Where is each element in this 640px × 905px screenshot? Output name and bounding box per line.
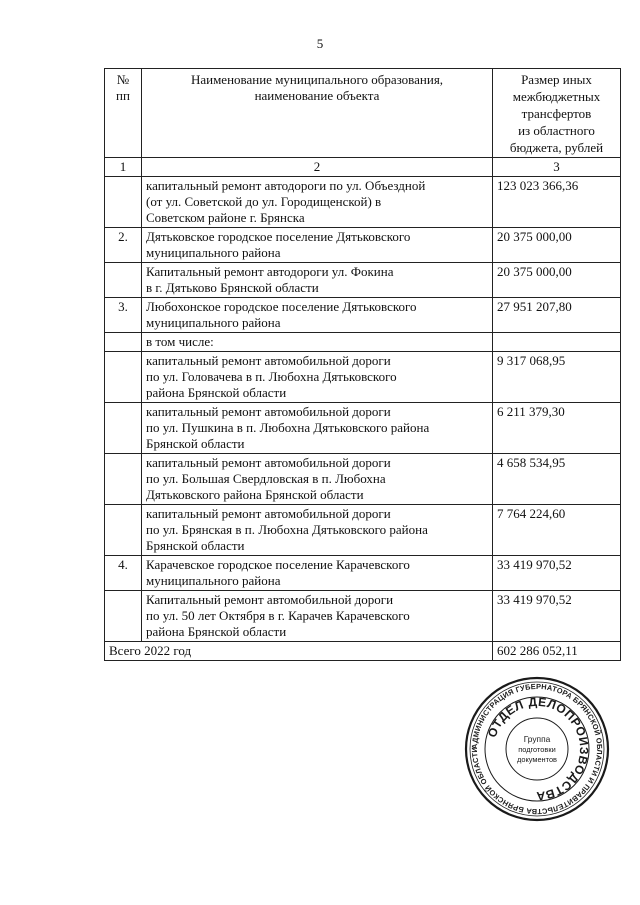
- row-number: 3.: [105, 298, 142, 333]
- column-index: 2: [142, 158, 493, 177]
- header-name-line: наименование объекта: [254, 88, 380, 103]
- row-name-line: капитальный ремонт автомобильной дороги: [146, 353, 391, 368]
- row-amount: 20 375 000,00: [493, 263, 621, 298]
- row-number: [105, 505, 142, 556]
- row-name-line: капитальный ремонт автомобильной дороги: [146, 506, 391, 521]
- row-name: [142, 333, 493, 352]
- row-name-line: муниципального района: [146, 315, 281, 330]
- table-row: [105, 591, 621, 642]
- row-number: [105, 454, 142, 505]
- row-name-line: Советском районе г. Брянска: [146, 210, 305, 225]
- row-number: 2.: [105, 228, 142, 263]
- stamp-center-line: Группа: [523, 734, 551, 744]
- row-amount: 7 764 224,60: [493, 505, 621, 556]
- stamp-center-line: подготовки: [518, 745, 556, 754]
- row-name-line: Брянской области: [146, 436, 245, 451]
- table-row: [105, 228, 621, 263]
- row-name-line: капитальный ремонт автодороги по ул. Объездной: [146, 178, 426, 193]
- row-name-line: района Брянской области: [146, 385, 287, 400]
- row-name-line: района Брянской области: [146, 624, 287, 639]
- table-row: [105, 177, 621, 228]
- table-row: [105, 556, 621, 591]
- row-number: 4.: [105, 556, 142, 591]
- row-name-line: Капитальный ремонт автомобильной дороги: [146, 592, 394, 607]
- row-name-line: по ул. Большая Свердловская в п. Любохна: [146, 471, 386, 486]
- total-amount: 602 286 052,11: [493, 642, 621, 661]
- row-name: [142, 454, 493, 505]
- row-name-line: по ул. Брянская в п. Любохна Дятьковского района: [146, 522, 428, 537]
- row-name: [142, 505, 493, 556]
- row-name: [142, 403, 493, 454]
- row-name: [142, 228, 493, 263]
- row-name-line: муниципального района: [146, 245, 281, 260]
- table-header-row: [105, 69, 621, 158]
- table-row: [105, 298, 621, 333]
- row-number: [105, 591, 142, 642]
- row-amount: 9 317 068,95: [493, 352, 621, 403]
- row-amount: 33 419 970,52: [493, 591, 621, 642]
- header-number: № пп: [105, 69, 142, 158]
- row-name-line: Капитальный ремонт автодороги ул. Фокина: [146, 264, 394, 279]
- row-name-line: по ул. 50 лет Октября в г. Карачев Карачевского: [146, 608, 410, 623]
- header-amount-line: из областного: [518, 123, 595, 138]
- row-name-line: Дятьковское городское поселение Дятьковского: [146, 229, 411, 244]
- row-name: [142, 591, 493, 642]
- table-row: [105, 454, 621, 505]
- column-index: 3: [493, 158, 621, 177]
- header-amount-line: Размер иных: [521, 72, 592, 87]
- stamp-outer-text: АДМИНИСТРАЦИЯ ГУБЕРНАТОРА БРЯНСКОЙ ОБЛАСТИ И ПРАВИТЕЛЬСТВА БРЯНСКОЙ ОБЛАСТИ: [469, 681, 605, 817]
- row-name-line: Любохонское городское поселение Дятьковского: [146, 299, 417, 314]
- table-row: [105, 403, 621, 454]
- row-name-line: в том числе:: [146, 334, 214, 349]
- row-name-line: по ул. Пушкина в п. Любохна Дятьковского района: [146, 420, 430, 435]
- column-index: 1: [105, 158, 142, 177]
- row-amount: 27 951 207,80: [493, 298, 621, 333]
- row-name-line: капитальный ремонт автомобильной дороги: [146, 404, 391, 419]
- table-row: [105, 352, 621, 403]
- row-name: [142, 177, 493, 228]
- total-label: Всего 2022 год: [105, 642, 493, 661]
- row-name: [142, 298, 493, 333]
- row-amount: 33 419 970,52: [493, 556, 621, 591]
- header-name: [142, 69, 493, 158]
- header-amount-line: бюджета, рублей: [509, 140, 604, 155]
- header-amount-line: межбюджетных: [512, 89, 601, 104]
- row-amount: 123 023 366,36: [493, 177, 621, 228]
- row-name-line: (от ул. Советской до ул. Городищенской) в: [146, 194, 382, 209]
- row-number: [105, 333, 142, 352]
- row-name: [142, 556, 493, 591]
- table-row: [105, 333, 621, 352]
- row-name-line: по ул. Головачева в п. Любохна Дятьковского: [146, 369, 397, 384]
- row-name: [142, 263, 493, 298]
- header-amount: [493, 69, 621, 158]
- stamp-inner-text: ОТДЕЛ ДЕЛОПРОИЗВОДСТВА: [484, 694, 592, 804]
- transfers-table: [104, 68, 621, 661]
- column-index-row: [105, 158, 621, 177]
- row-name-line: капитальный ремонт автомобильной дороги: [146, 455, 391, 470]
- department-stamp: [463, 675, 611, 823]
- table-row: [105, 263, 621, 298]
- row-number: [105, 177, 142, 228]
- row-name-line: Брянской области: [146, 538, 245, 553]
- row-name-line: Карачевское городское поселение Карачевского: [146, 557, 410, 572]
- header-name-line: Наименование муниципального образования,: [190, 72, 444, 87]
- row-name-line: в г. Дятьково Брянской области: [146, 280, 319, 295]
- row-number: [105, 263, 142, 298]
- header-amount-line: трансфертов: [521, 106, 592, 121]
- row-number: [105, 403, 142, 454]
- page-number: 5: [316, 36, 324, 51]
- row-name: [142, 352, 493, 403]
- row-amount: [493, 333, 621, 352]
- row-amount: 6 211 379,30: [493, 403, 621, 454]
- stamp-center-line: документов: [517, 755, 557, 764]
- row-amount: 4 658 534,95: [493, 454, 621, 505]
- table-row: [105, 505, 621, 556]
- row-name-line: муниципального района: [146, 573, 281, 588]
- total-row: [105, 642, 621, 661]
- table-body: [105, 177, 621, 642]
- row-name-line: Дятьковского района Брянской области: [146, 487, 364, 502]
- row-number: [105, 352, 142, 403]
- row-amount: 20 375 000,00: [493, 228, 621, 263]
